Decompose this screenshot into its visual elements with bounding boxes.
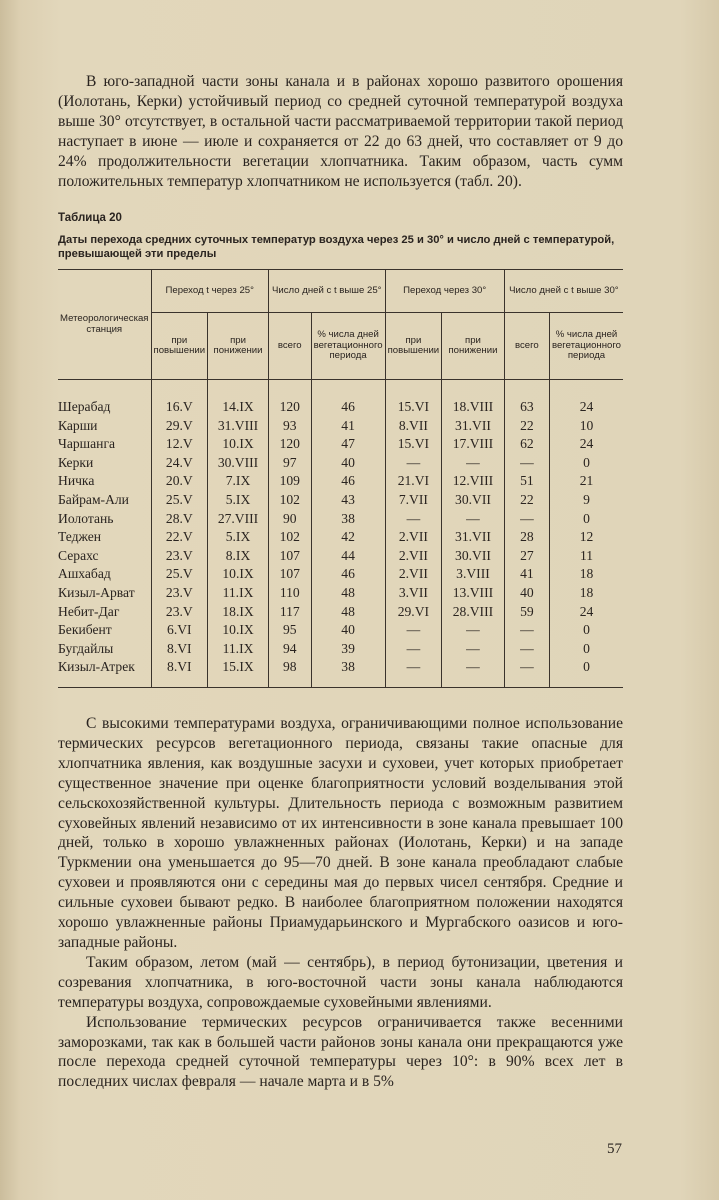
table-cell: 23.V bbox=[151, 584, 208, 603]
paragraph-3: Таким образом, летом (май — сентябрь), в период бутонизации, цветения и созревания хлопчатника, в юго-восточной части зоны канала наблюдаются температуры воздуха, сопровождаемые суховейными явлениями. bbox=[58, 953, 623, 1011]
table-row bbox=[58, 584, 623, 603]
table-cell: 94 bbox=[268, 640, 311, 659]
table-cell: 11 bbox=[549, 547, 623, 566]
table-cell: 10.IX bbox=[208, 621, 269, 640]
table-cell: 24.V bbox=[151, 454, 208, 473]
table-cell: 22 bbox=[504, 417, 549, 436]
table-cell: 23.V bbox=[151, 603, 208, 622]
table-cell: 8.VI bbox=[151, 640, 208, 659]
table-cell: 31.VII bbox=[442, 528, 505, 547]
table-cell: 18.IX bbox=[208, 603, 269, 622]
table-cell: 18 bbox=[549, 565, 623, 584]
table-cell: 42 bbox=[311, 528, 385, 547]
table-cell: 62 bbox=[504, 435, 549, 454]
table-cell: — bbox=[504, 454, 549, 473]
station-name: Иолотань bbox=[58, 510, 114, 526]
table-cell: 120 bbox=[268, 435, 311, 454]
station-name: Керки bbox=[58, 454, 94, 470]
table-cell: 2.VII bbox=[385, 565, 442, 584]
table-cell: 13.VIII bbox=[442, 584, 505, 603]
table-cell: 18 bbox=[549, 584, 623, 603]
col-total-25: всего bbox=[268, 313, 311, 380]
table-row bbox=[58, 472, 623, 491]
table-cell: 117 bbox=[268, 603, 311, 622]
table-cell: — bbox=[442, 621, 505, 640]
table-cell: 47 bbox=[311, 435, 385, 454]
station-name: Кизыл-Атрек bbox=[58, 658, 151, 687]
table-cell: 25.V bbox=[151, 491, 208, 510]
col-fall-30: при понижении bbox=[442, 313, 505, 380]
station-name: Шерабад bbox=[58, 399, 111, 414]
col-group-days-30: Число дней с t выше 30° bbox=[504, 270, 623, 313]
table-cell: 20.V bbox=[151, 472, 208, 491]
col-group-transition-25: Переход t через 25° bbox=[151, 270, 268, 313]
table-cell: 59 bbox=[504, 603, 549, 622]
table-cell: 8.IX bbox=[208, 547, 269, 566]
table-row bbox=[58, 454, 623, 473]
station-name: Ашхабад bbox=[58, 566, 111, 582]
table-cell: 5.IX bbox=[208, 528, 269, 547]
table-cell: — bbox=[385, 658, 442, 687]
table-cell: 11.IX bbox=[208, 584, 269, 603]
table-cell: 107 bbox=[268, 547, 311, 566]
table-cell: 41 bbox=[504, 565, 549, 584]
station-name: Серахс bbox=[58, 547, 99, 563]
table-cell: — bbox=[442, 658, 505, 687]
table-cell: 15.VI bbox=[385, 398, 442, 417]
table-cell: 46 bbox=[311, 398, 385, 417]
table-cell: 46 bbox=[311, 565, 385, 584]
table-cell: 90 bbox=[268, 510, 311, 529]
table-cell: — bbox=[385, 510, 442, 529]
station-name: Кизыл-Арват bbox=[58, 584, 135, 600]
table-row bbox=[58, 640, 623, 659]
table-cell: 24 bbox=[549, 603, 623, 622]
table-cell: 7.IX bbox=[208, 472, 269, 491]
table-cell: 102 bbox=[268, 528, 311, 547]
col-pct-25: % числа дней вегетационного периода bbox=[311, 313, 385, 380]
table-cell: 39 bbox=[311, 640, 385, 659]
table-cell: 6.VI bbox=[151, 621, 208, 640]
station-name: Небит-Даг bbox=[58, 603, 120, 619]
table-cell: 21 bbox=[549, 472, 623, 491]
table-row bbox=[58, 621, 623, 640]
table-cell: 25.V bbox=[151, 565, 208, 584]
table-cell: 51 bbox=[504, 472, 549, 491]
table-cell: 31.VII bbox=[442, 417, 505, 436]
table-cell: 18.VIII bbox=[442, 398, 505, 417]
table-cell: 22.V bbox=[151, 528, 208, 547]
table-cell: 15.VI bbox=[385, 435, 442, 454]
col-fall-25: при понижении bbox=[208, 313, 269, 380]
table-cell: 22 bbox=[504, 491, 549, 510]
table-number: Таблица 20 bbox=[58, 212, 122, 224]
table-cell: 102 bbox=[268, 491, 311, 510]
paragraph-4: Использование термических ресурсов ограничивается также весенними заморозками, так как в большей части районов зоны канала они прекращаются уже после перехода средней суточной температуры через 10°: в 90% всех лет в последних числах февраля — начале марта и в 5% bbox=[58, 1013, 623, 1091]
table-cell: 16.V bbox=[151, 398, 208, 417]
table-cell: 63 bbox=[504, 398, 549, 417]
table-row bbox=[58, 528, 623, 547]
table-cell: 5.IX bbox=[208, 491, 269, 510]
table-cell: 12.V bbox=[151, 435, 208, 454]
station-name: Теджен bbox=[58, 529, 102, 545]
table-row bbox=[58, 565, 623, 584]
table-cell: 48 bbox=[311, 603, 385, 622]
table-row bbox=[58, 417, 623, 436]
table-cell: — bbox=[385, 640, 442, 659]
table-cell: 10 bbox=[549, 417, 623, 436]
table-cell: — bbox=[442, 640, 505, 659]
table-row bbox=[58, 398, 623, 417]
table-cell: — bbox=[385, 621, 442, 640]
table-cell: — bbox=[385, 454, 442, 473]
table-cell: 24 bbox=[549, 398, 623, 417]
table-cell: 29.VI bbox=[385, 603, 442, 622]
table-cell: 27.VIII bbox=[208, 510, 269, 529]
station-name: Бекибент bbox=[58, 622, 112, 638]
table-cell: 38 bbox=[311, 658, 385, 687]
table-cell: 43 bbox=[311, 491, 385, 510]
table-cell: 14.IX bbox=[208, 398, 269, 417]
table-cell: 2.VII bbox=[385, 547, 442, 566]
table-cell: 10.IX bbox=[208, 565, 269, 584]
table-cell: 46 bbox=[311, 472, 385, 491]
table-cell: 48 bbox=[311, 584, 385, 603]
page-number: 57 bbox=[607, 1141, 622, 1157]
table-cell: 23.V bbox=[151, 547, 208, 566]
paragraph-2: С высокими температурами воздуха, ограничивающими полное использование термических ресурсов вегетационного периода, связаны такие опасные для хлопчатника явления, как воздушные засухи и суховеи, учет которых приобретает существенное значение при оценке благоприятности условий возделывания этой сельскохозяйственной культуры. Длительность периода с возможным развитием суховейных явлений независимо от их интенсивности в зоне канала превышает 100 дней, только в хорошо увлажненных районах (Иолотань, Керки) и на западе Туркмении она уменьшается до 95—70 дней. В зоне канала преобладают слабые суховеи и проявляются они с середины мая до первых чисел сентября. Средние и сильные суховеи бывают редко. В наиболее благоприятном положении находятся хорошо увлажненные районы Приамударьинского и Мургабского оазисов и юго-западные районы. bbox=[58, 715, 623, 951]
table-cell: 8.VII bbox=[385, 417, 442, 436]
table-cell: 0 bbox=[549, 454, 623, 473]
table-cell: 0 bbox=[549, 621, 623, 640]
intro-paragraph: В юго-западной части зоны канала и в районах хорошо развитого орошения (Иолотань, Керки) устойчивый период со средней суточной температурой воздуха выше 30° отсутствует, в остальной части рассматриваемой территории такой период наступает в июне — июле и сохраняется от 22 до 63 дней, что составляет от 9 до 24% продолжительности вегетации хлопчатника. Таким образом, часть сумм положительных температур хлопчатником не используется (табл. 20). bbox=[58, 73, 623, 190]
table-row bbox=[58, 510, 623, 529]
table-cell: 3.VII bbox=[385, 584, 442, 603]
table-cell: 38 bbox=[311, 510, 385, 529]
main-text bbox=[58, 714, 623, 1092]
table-cell: 40 bbox=[311, 621, 385, 640]
table-cell: — bbox=[442, 454, 505, 473]
table-cell: — bbox=[442, 510, 505, 529]
table-cell: 120 bbox=[268, 398, 311, 417]
table-row bbox=[58, 435, 623, 454]
table-cell: 12.VIII bbox=[442, 472, 505, 491]
table-cell: 10.IX bbox=[208, 435, 269, 454]
table-row bbox=[58, 603, 623, 622]
table-cell: 110 bbox=[268, 584, 311, 603]
table-cell: 30.VII bbox=[442, 547, 505, 566]
table-cell: 0 bbox=[549, 658, 623, 687]
col-pct-30: % числа дней вегетационного периода bbox=[549, 313, 623, 380]
table-cell: — bbox=[504, 640, 549, 659]
table-cell: 2.VII bbox=[385, 528, 442, 547]
station-name: Байрам-Али bbox=[58, 491, 129, 507]
table-row bbox=[58, 491, 623, 510]
station-name: Карши bbox=[58, 417, 98, 433]
table-cell: 29.V bbox=[151, 417, 208, 436]
table-title: Даты перехода средних суточных температур воздуха через 25 и 30° и число дней с температурой, превышающей эти пределы bbox=[58, 234, 615, 260]
temperature-table bbox=[58, 269, 623, 688]
table-cell: 93 bbox=[268, 417, 311, 436]
table-cell: 28.V bbox=[151, 510, 208, 529]
col-rise-25: при повышении bbox=[151, 313, 208, 380]
table-cell: 41 bbox=[311, 417, 385, 436]
table-cell: — bbox=[504, 621, 549, 640]
table-cell: 24 bbox=[549, 435, 623, 454]
table-cell: 7.VII bbox=[385, 491, 442, 510]
table-cell: 3.VIII bbox=[442, 565, 505, 584]
table-cell: 17.VIII bbox=[442, 435, 505, 454]
station-name: Чаршанга bbox=[58, 436, 116, 452]
table-cell: 97 bbox=[268, 454, 311, 473]
table-cell: 31.VIII bbox=[208, 417, 269, 436]
table-cell: 15.IX bbox=[208, 658, 269, 687]
col-rise-30: при повышении bbox=[385, 313, 442, 380]
table-cell: 28 bbox=[504, 528, 549, 547]
table-row bbox=[58, 658, 623, 687]
table-cell: 44 bbox=[311, 547, 385, 566]
table-row bbox=[58, 547, 623, 566]
table-cell: 12 bbox=[549, 528, 623, 547]
table-cell: 95 bbox=[268, 621, 311, 640]
table-cell: 30.VIII bbox=[208, 454, 269, 473]
station-name: Ничка bbox=[58, 473, 95, 489]
table-cell: 8.VI bbox=[151, 658, 208, 687]
table-cell: 107 bbox=[268, 565, 311, 584]
col-group-days-25: Число дней с t выше 25° bbox=[268, 270, 385, 313]
col-total-30: всего bbox=[504, 313, 549, 380]
table-cell: 40 bbox=[504, 584, 549, 603]
table-cell: 11.IX bbox=[208, 640, 269, 659]
table-cell: 0 bbox=[549, 640, 623, 659]
table-cell: 27 bbox=[504, 547, 549, 566]
table-cell: 30.VII bbox=[442, 491, 505, 510]
col-station: Метеорологическая станция bbox=[58, 270, 151, 380]
table-cell: 0 bbox=[549, 510, 623, 529]
table-cell: — bbox=[504, 510, 549, 529]
table-cell: — bbox=[504, 658, 549, 687]
col-group-transition-30: Переход через 30° bbox=[385, 270, 504, 313]
table-cell: 40 bbox=[311, 454, 385, 473]
table-cell: 109 bbox=[268, 472, 311, 491]
station-name: Бугдайлы bbox=[58, 640, 114, 656]
table-cell: 28.VIII bbox=[442, 603, 505, 622]
table-cell: 21.VI bbox=[385, 472, 442, 491]
table-cell: 98 bbox=[268, 658, 311, 687]
table-cell: 9 bbox=[549, 491, 623, 510]
